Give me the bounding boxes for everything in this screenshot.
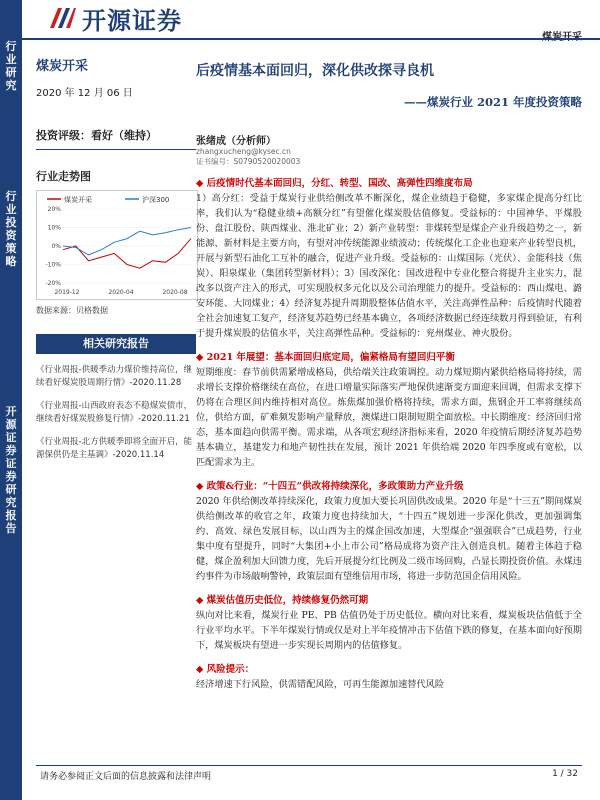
sector-name: 煤炭开采 [36,59,89,74]
section-text: 纵向对比来看，煤炭行业 PE、PB 估值仍处于历史低位。横向对比来看，煤炭板块估值低于全行业平均水平。下半年煤炭行情或仅是对上半年疫情冲击下估值下跌的修复，在基本面向好预期下，煤炭板块有望进一步实现长周期内的估值修复。 [196,610,582,651]
related-report-item[interactable]: 《行业周报-山西政府表态不稳煤炭债市，继续看好煤炭股修复行情》-2020.11.21 [36,401,193,424]
y-tick-label: -10% [45,261,61,269]
series-line [63,239,191,269]
analyst-name: 张绪成（分析师） [196,136,276,147]
report-title: 后疫情基本面回归，深化供改探寻良机 [196,63,434,79]
x-tick-label: 2020-08 [162,289,188,296]
sidebar [0,0,22,800]
left-column [36,55,196,462]
related-report-item[interactable]: 《行业周报-北方供暖季即将全面开启，能源保供仍是主基调》-2020.11.14 [36,437,193,460]
footer-rule [36,765,582,766]
y-tick-label: 10% [47,224,61,232]
section-text: 经济增速下行风险，供需错配风险，可再生能源加速替代风险 [196,679,445,690]
report-subtitle: ——煤炭行业 2021 年度投资策略 [403,95,582,109]
divider [36,149,196,150]
x-tick-label: 2019-12 [54,289,80,296]
brand-logo [48,4,182,35]
trend-chart [36,190,198,300]
section-text: 短期维度：春节前供需紧增成格局，供给端关注政策调控。动力煤短期内紧供给格局将持续，需求增长支撑价格继续在高位，在进口增量实际落实严地保供速渐变方面迎来回调，但需求支撑下仍将在合理区间内维持相对高位。炼焦煤加强价格将持续，需求方面，焦钢企开工率将继续高位，供给方面，矿难频发影响产量释放，澳煤进口限制短期全面放松。中长期维度：经济回归常态，基本面趋向供需平衡。需求端，从各项宏观经济指标来看，2020 年疫情后期经济复苏趋势基本确立，基建发力和地产韧性扶在发展，预计 2021 年供给端 2020 年四季度或有宽松，以匹配需求为主。 [196,367,582,468]
logo-icon [48,6,76,30]
section-heading: ◆ 2021 年展望：基本面回归底定局，偏紧格局有望回归平衡 [196,352,455,363]
section-heading: ◆ 风险提示： [196,664,255,675]
rating-label: 投资评级：看好（维持） [36,129,157,142]
related-report-item[interactable]: 《行业周报-供暖季动力煤价维持高位，继续看好煤炭股周期行情》-2020.11.28 [36,365,193,388]
analyst-info [196,132,582,167]
header-rule [22,38,600,40]
sidebar-label-mid: 行业投资策略 [5,190,17,268]
logo-text: 开源证券 [82,6,182,35]
related-reports-header: 相关研究报告 [36,334,196,354]
section-heading: ◆ 政策&行业：“十四五”供改将持续深化，多政策助力产业升级 [196,481,464,492]
x-tick-label: 2020-04 [108,289,134,296]
footer [40,769,578,782]
y-tick-label: 20% [47,206,61,213]
main-content [196,60,582,692]
sidebar-label-bottom: 开源证券 证券研究报告 [5,405,17,535]
chart-source: 数据来源：贝格数据 [36,306,108,315]
section-text: 1）高分红：受益于煤炭行业供给侧改革不断深化，煤企业绩趋于稳健，多家煤企提高分红比率，我们认为“稳健业绩+高额分红”有望催化煤炭股估值修复。受益标的：中国神华、平煤股份、盘江股份、陕西煤业、淮北矿业；2）新产业转型：非煤转型是煤企产业升级趋势之一，新能源、新材料是主要方向，有望对冲传统能源业绩波动；传统煤化工企业也迎来产业转型良机，开展与新型石油化工互补的融合，促进产业升级。受益标的：山煤国际（光伏）、金能科技（焦炭）、阳泉煤业（集团转型新材料）；3）国改深化：国改进程中专业化整合将提升主业实力，混改多以资产注入的形式，可实现股权多元化以及公司治理能力的提升。受益标的：西山煤电、潞安环能、大同煤业；4）经济复苏提升周期股整体估值水平，关注高弹性品种：后疫情时代随着全社会加速复工复产，经济复苏趋势已经基本确立，各项经济数据已经连续数月得到验证，有利于提升煤炭股的估值水平，关注高弹性品种。受益标的：兖州煤业、神火股份。 [196,193,582,339]
legend-label: 煤炭开采 [64,196,92,204]
trend-chart-svg [37,191,197,299]
section-heading: ◆ 煤炭估值历史低位，持续修复仍然可期 [196,595,369,606]
y-tick-label: 0% [51,243,61,250]
legend-label: 沪深300 [142,196,170,204]
trend-title: 行业走势图 [36,170,91,183]
analyst-email[interactable]: zhangxucheng@kysec.cn [196,147,291,156]
y-tick-label: -20% [45,280,61,287]
footer-disclaimer[interactable]: 请务必参阅正文后面的信息披露和法律声明 [40,772,212,782]
series-line [63,228,191,255]
header-category [542,28,582,43]
analyst-cert: 证书编号：S0790520020003 [196,157,301,166]
page-number: 1 / 32 [552,769,578,779]
sidebar-label-top: 行业研究 [5,40,17,92]
report-date: 2020 年 12 月 06 日 [36,88,133,99]
section-heading: ◆ 后疫情时代基本面回归，分红、转型、国改、高弹性四维度布局 [196,178,473,189]
section-text: 2020 年供给侧改革持续深化，政策力度加大要长巩固供改成果。2020 年是“十三五”期间煤炭供给侧改革的收官之年，政策力度也持续加大，“十四五”规划进一步深化供改，更加强调集约、高效、绿色发展目标，以山西为主的煤企国改加速，大型煤企“强强联合”已成趋势，行业集中度有望提升，同时“大集团+小上市公司”格局成将为资产注入创造良机。随着主体趋于稳健，煤企盈利加大回馈力度，先后开展提分红比例及二级市场回购，凸显长期投资价值。永煤违约事件为市场敲响警钟，政策层面有望维信用市场，将进一步防范国企信用风险。 [196,496,582,582]
